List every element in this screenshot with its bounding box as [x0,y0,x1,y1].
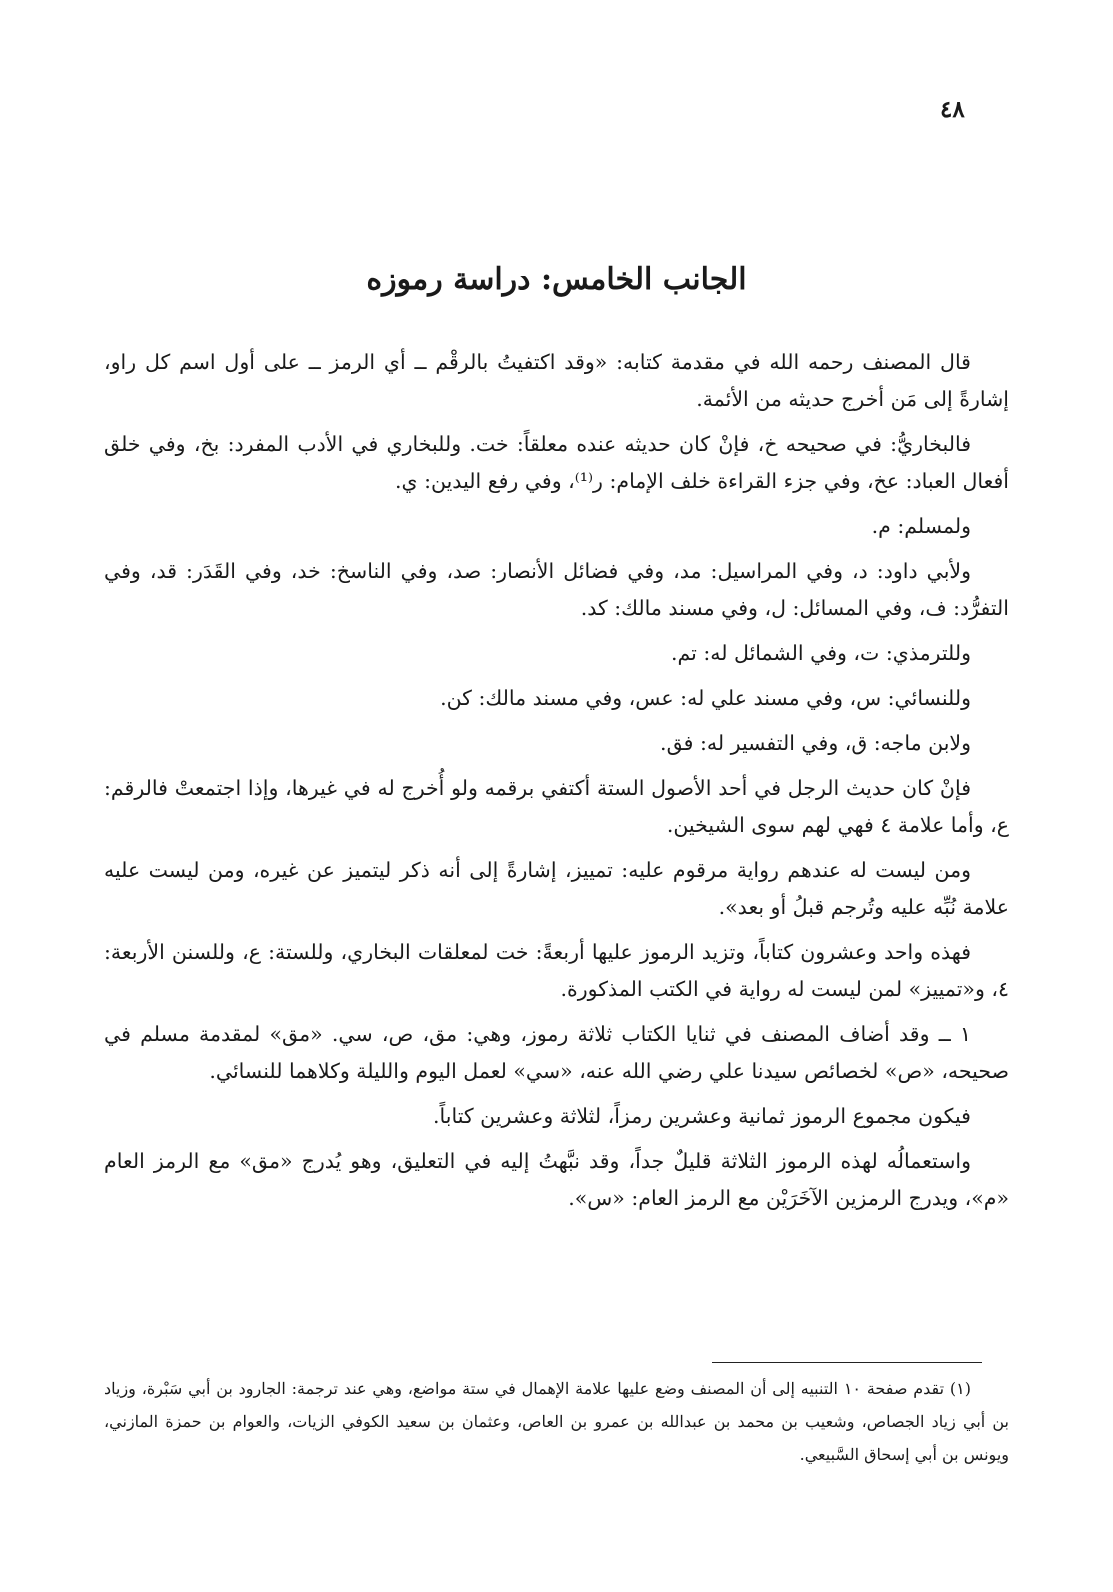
paragraph: واستعمالُه لهذه الرموز الثلاثة قليلٌ جداً، وقد نبَّهتُ إليه في التعليق، وهو يُدرج «مق» مع الرمز العام «م»، ويدرج الرمزين الآخَرَيْن مع الرمز العام: «س». [104,1149,1009,1210]
paragraph: قال المصنف رحمه الله في مقدمة كتابه: «وقد اكتفيتُ بالرقْم ــ أي الرمز ــ على أول اسم كل راو، إشارةً إلى مَن أخرج حديثه من الأئمة. [104,350,1009,411]
paragraph: ولأبي داود: د، وفي المراسيل: مد، وفي فضائل الأنصار: صد، وفي الناسخ: خد، وفي القَدَر: قد، وفي التفرُّد: ف، وفي المسائل: ل، وفي مسند مالك: كد. [104,559,1009,620]
paragraph: فإنْ كان حديث الرجل في أحد الأصول الستة أكتفي برقمه ولو أُخرج له في غيرها، وإذا اجتمعتْ فالرقم: ع، وأما علامة ٤ فهي لهم سوى الشيخين. [104,776,1009,837]
paragraph: ١ ــ وقد أضاف المصنف في ثنايا الكتاب ثلاثة رموز، وهي: مق، ص، سي. «مق» لمقدمة مسلم في صحيحه، «ص» لخصائص سيدنا علي رضي الله عنه، «سي» لعمل اليوم والليلة وكلاهما للنسائي. [104,1022,1009,1083]
paragraph: فيكون مجموع الرموز ثمانية وعشرين رمزاً، لثلاثة وعشرين كتاباً. [433,1104,971,1128]
paragraph: فالبخاريُّ: في صحيحه خ، فإنْ كان حديثه عنده معلقاً: خت. وللبخاري في الأدب المفرد: بخ، وفي خلق أفعال العباد: عخ، وفي جزء القراءة خلف الإمام: ر⁽¹⁾، وفي رفع اليدين: ي. [104,432,1009,493]
paragraph: وللنسائي: س، وفي مسند علي له: عس، وفي مسند مالك: كن. [440,686,971,710]
paragraph: ولمسلم: م. [871,514,971,538]
footnote: (١) تقدم صفحة ١٠ التنبيه إلى أن المصنف وضع عليها علامة الإهمال في ستة مواضع، وهي عند ترجمة: الجارود بن أبي سَبْرة، وزياد بن أبي زياد الجصاص، وشعيب بن محمد بن عبدالله بن عمرو بن العاص، وعثمان بن سعيد الكوفي الزيات، والعوام بن حمزة المازني، ويونس بن أبي إسحاق السَّبيعي. [104,1379,1010,1464]
section-heading: الجانب الخامس: دراسة رموزه [366,262,747,297]
body-text [104,344,1009,1225]
paragraph: ولابن ماجه: ق، وفي التفسير له: فق. [660,731,971,755]
paragraph: فهذه واحد وعشرون كتاباً، وتزيد الرموز عليها أربعةً: خت لمعلقات البخاري، وللستة: ع، وللسنن الأربعة: ٤، و«تمييز» لمن ليست له رواية في الكتب المذكورة. [104,940,1009,1001]
footnote-divider [712,1362,982,1363]
paragraph: ومن ليست له عندهم رواية مرقوم عليه: تمييز، إشارةً إلى أنه ذكر ليتميز عن غيره، ومن ليست عليه علامة نُبِّه عليه وتُرجم قبلُ أو بعد». [104,858,1009,919]
page-number: ٤٨ [940,96,965,123]
paragraph: وللترمذي: ت، وفي الشمائل له: تم. [671,641,971,665]
